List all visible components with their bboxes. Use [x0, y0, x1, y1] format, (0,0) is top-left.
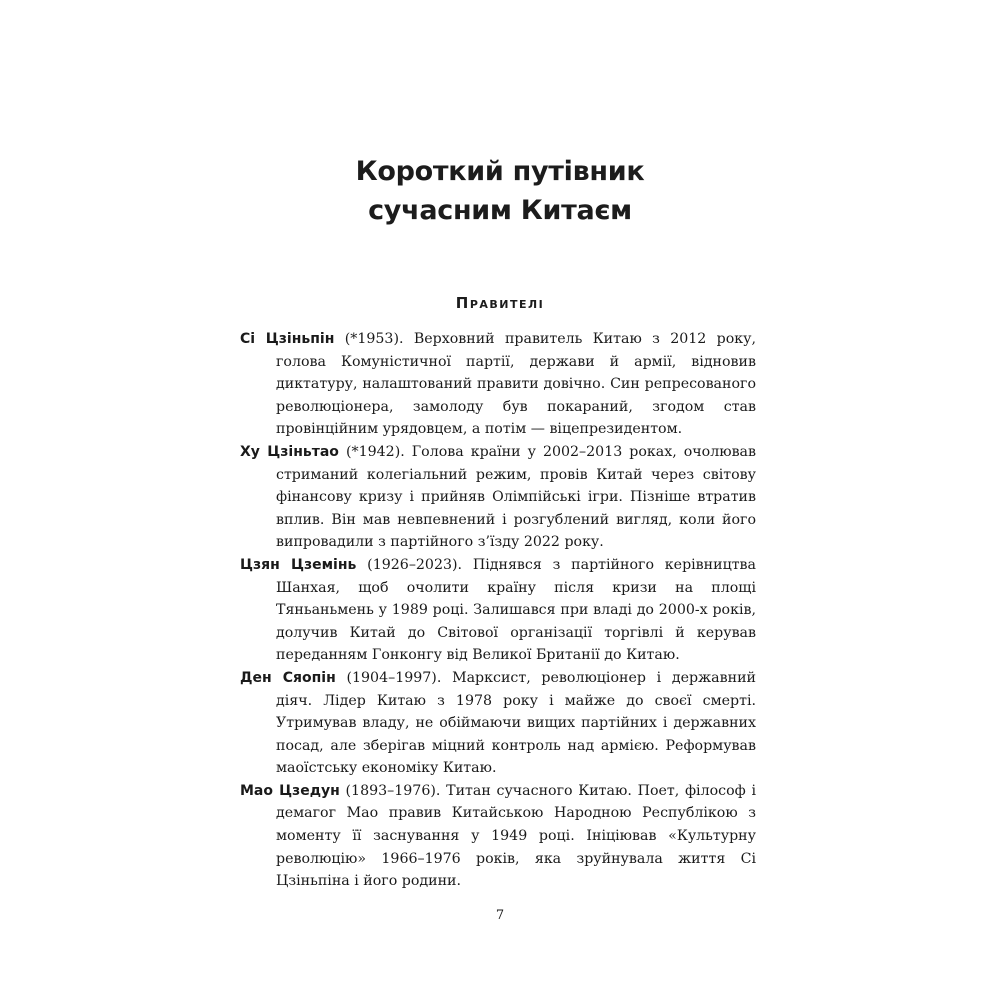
entry-name: Цзян Цземінь [240, 556, 357, 573]
entry-text: (*1953). Верховний правитель Китаю з 2012 року, голова Комуністичної партії, держави й армії, відновив диктатуру, налаштований правити довічно. Син репресованого революціонера, замолоду був покараний, згодом став провінційним урядовцем, а потім — віцепрезидентом. [276, 331, 756, 438]
entry-text: (1893–1976). Титан сучасного Китаю. Поет, філософ і демагог Мао правив Китайською Народною Республікою з моменту її заснування у 1949 році. Ініціював «Культурну революцію» 1966–1976 років, яка зруйнувала життя Сі Цзіньпіна і його родини. [276, 782, 756, 890]
rulers-list [240, 328, 756, 893]
entry-text: (*1942). Голова країни у 2002–2013 роках, очолював стриманий колегіальний режим, провів Китай через світову фінансову кризу і прийняв Олімпійські ігри. Пізніше втратив вплив. Він мав невпевнений і розгублений вигляд, коли його випровадили з партійного з’їзду 2022 року. [276, 443, 757, 551]
entry-text: (1904–1997). Марксист, революціонер і державний діяч. Лідер Китаю з 1978 року і майже до своєї смерті. Утримував владу, не обіймаючи вищих партійних і державних посад, але зберігав міцний контроль над армією. Реформував маоїстську економіку Китаю. [276, 669, 756, 777]
page-number: 7 [495, 908, 505, 923]
entry-name: Ху Цзіньтао [240, 443, 339, 460]
page-title [0, 152, 1000, 230]
entry-text: (1926–2023). Піднявся з партійного керівництва Шанхая, щоб очолити країну після кризи на площі Тяньаньмень у 1989 році. Залишався при владі до 2000-х років, долучив Китай до Світової організації торгівлі й керував переданням Гонконгу від Великої Британії до Китаю. [276, 556, 757, 664]
entry-jiang-zemin [240, 554, 756, 667]
entry-name: Мао Цзедун [240, 782, 340, 799]
entry-deng-xiaoping [240, 667, 756, 780]
entry-hu-jintao [240, 441, 756, 554]
page-title-line-2: сучасним Китаєм [368, 195, 632, 227]
entry-mao-zedong [240, 780, 756, 893]
page-title-line-1: Короткий путівник [355, 156, 645, 188]
section-heading: Правителі [455, 294, 545, 312]
entry-name: Сі Цзіньпін [240, 331, 335, 347]
entry-xi-jinping [240, 328, 756, 441]
entry-name: Ден Сяопін [240, 669, 336, 686]
